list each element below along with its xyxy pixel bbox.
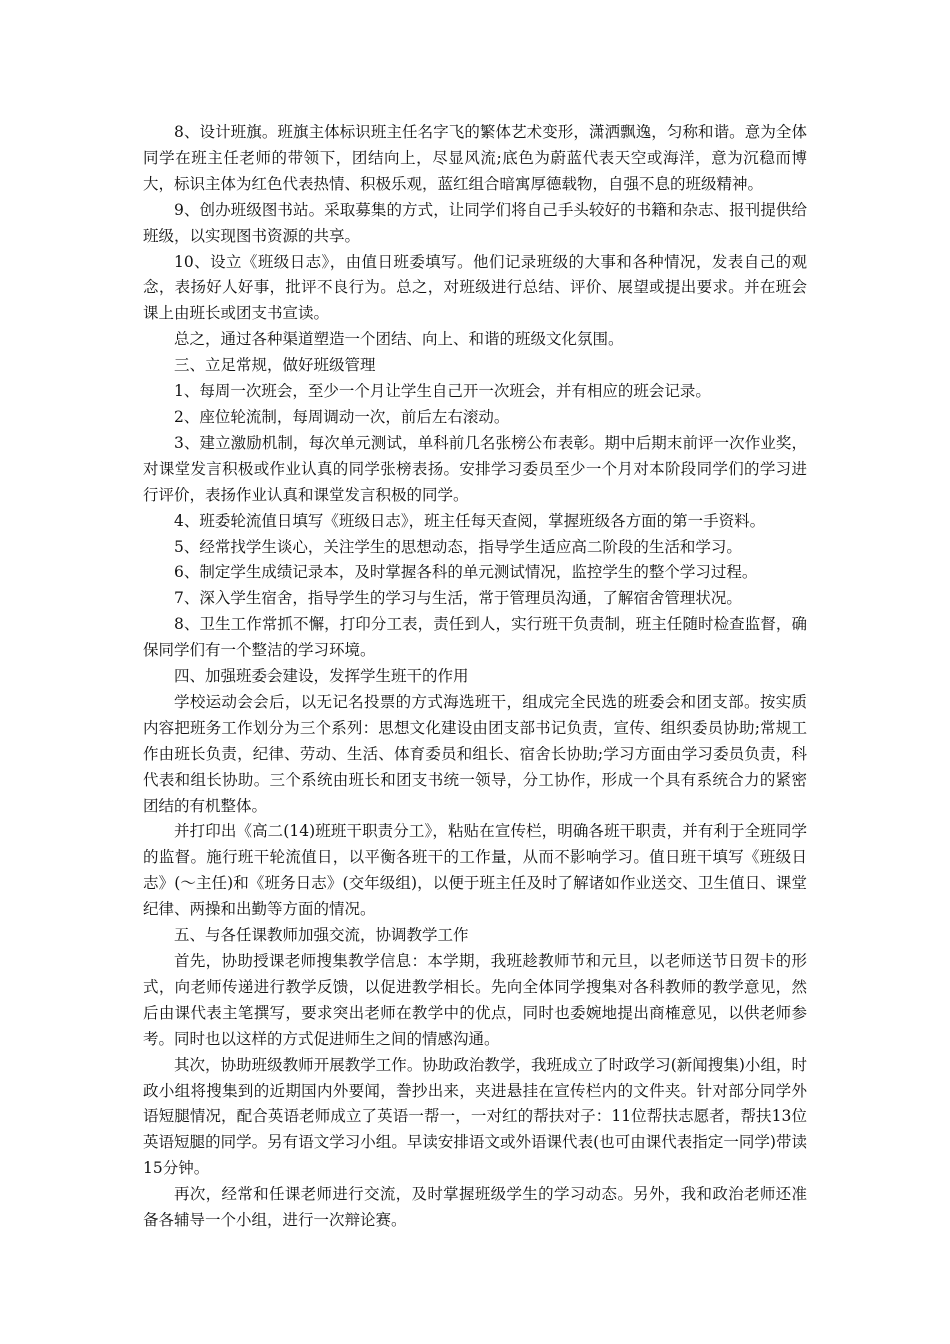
paragraph-dormitory: 7、深入学生宿舍，指导学生的学习与生活，常于管理员沟通，了解宿舍管理状况。 — [174, 589, 742, 608]
paragraph-duty-log: 4、班委轮流值日填写《班级日志》，班主任每天查阅，掌握班级各方面的第一手资料。 — [174, 511, 766, 530]
document-page — [143, 120, 807, 1234]
paragraph-first: 首先，协助授课老师搜集教学信息：本学期，我班趁教师节和元旦，以老师送节日贺卡的形式，向老师传递进行教学反馈，以促进教学相长。先向全体同学搜集对各科教师的教学意见，然后由课代表主笔撰写，要求突出老师在教学中的优点，同时也委婉地提出商榷意见，以供老师参考。同时也以这样的方式促进师生之间的情感沟通。 — [143, 952, 807, 1048]
paragraph-grade-record: 6、制定学生成绩记录本，及时掌握各科的单元测试情况，监控学生的整个学习过程。 — [174, 563, 758, 582]
paragraph-banner-design: 8、设计班旗。班旗主体标识班主任名字飞的繁体艺术变形，潇洒飘逸，匀称和谐。意为全体同学在班主任老师的带领下，团结向上，尽显风流;底色为蔚蓝代表天空或海洋，意为沉稳而博大，标识主体为红色代表热情、积极乐观，蓝红组合暗寓厚德载物，自强不息的班级精神。 — [143, 123, 807, 193]
paragraph-book-station: 9、创办班级图书站。采取募集的方式，让同学们将自己手头较好的书籍和杂志、报刊提供给班级，以实现图书资源的共享。 — [143, 200, 807, 245]
paragraph-seat-rotation: 2、座位轮流制，每周调动一次，前后左右滚动。 — [174, 407, 510, 426]
paragraph-third: 再次，经常和任课老师进行交流，及时掌握班级学生的学习动态。另外，我和政治老师还准备各辅导一个小组，进行一次辩论赛。 — [143, 1185, 807, 1230]
section-heading-4: 四、加强班委会建设，发挥学生班干的作用 — [174, 667, 469, 686]
paragraph-election: 学校运动会会后，以无记名投票的方式海选班干，组成完全民选的班委会和团支部。按实质内容把班务工作划分为三个系列：思想文化建设由团支部书记负责，宣传、组织委员协助;常规工作由班长负责，纪律、劳动、生活、体育委员和组长、宿舍长协助;学习方面由学习委员负责，科代表和组长协助。三个系统由班长和团支书统一领导，分工协作，形成一个具有系统合力的紧密团结的有机整体。 — [143, 692, 807, 815]
paragraph-culture-summary: 总之，通过各种渠道塑造一个团结、向上、和谐的班级文化氛围。 — [174, 330, 624, 349]
paragraph-hygiene: 8、卫生工作常抓不懈，打印分工表，责任到人，实行班干负责制，班主任随时检查监督，确保同学们有一个整洁的学习环境。 — [143, 615, 807, 660]
paragraph-student-talk: 5、经常找学生谈心，关注学生的思想动态，指导学生适应高二阶段的生活和学习。 — [174, 537, 742, 556]
paragraph-duty-division: 并打印出《高二(14)班班干职责分工》，粘贴在宣传栏，明确各班干职责，并有利于全班同学的监督。施行班干轮流值日，以平衡各班干的工作量，从而不影响学习。值日班干填写《班级日志》(～主任)和《班务日志》(交年级组)，以便于班主任及时了解诸如作业送交、卫生值日、课堂纪律、两操和出勤等方面的情况。 — [143, 822, 807, 919]
section-heading-3: 三、立足常规，做好班级管理 — [174, 356, 376, 375]
paragraph-class-log: 10、设立《班级日志》，由值日班委填写。他们记录班级的大事和各种情况，发表自己的观念，表扬好人好事，批评不良行为。总之，对班级进行总结、评价、展望或提出要求。并在班会课上由班长或团支书宣读。 — [143, 252, 807, 323]
paragraph-class-meeting: 1、每周一次班会，至少一个月让学生自己开一次班会，并有相应的班会记录。 — [174, 382, 711, 401]
paragraph-incentive: 3、建立激励机制，每次单元测试，单科前几名张榜公布表彰。期中后期末前评一次作业奖，对课堂发言积极或作业认真的同学张榜表扬。安排学习委员至少一个月对本阶段同学们的学习进行评价，表扬作业认真和课堂发言积极的同学。 — [143, 433, 807, 504]
section-heading-5: 五、与各任课教师加强交流，协调教学工作 — [174, 926, 469, 945]
paragraph-second: 其次，协助班级教师开展教学工作。协助政治教学，我班成立了时政学习(新闻搜集)小组，时政小组将搜集到的近期国内外要闻，誊抄出来，夹进悬挂在宣传栏内的文件夹。针对部分同学外语短腿情况，配合英语老师成立了英语一帮一，一对红的帮扶对子：11位帮扶志愿者，帮扶13位英语短腿的同学。另有语文学习小组。早读安排语文或外语课代表(也可由课代表指定一同学)带读15分钟。 — [143, 1055, 807, 1178]
